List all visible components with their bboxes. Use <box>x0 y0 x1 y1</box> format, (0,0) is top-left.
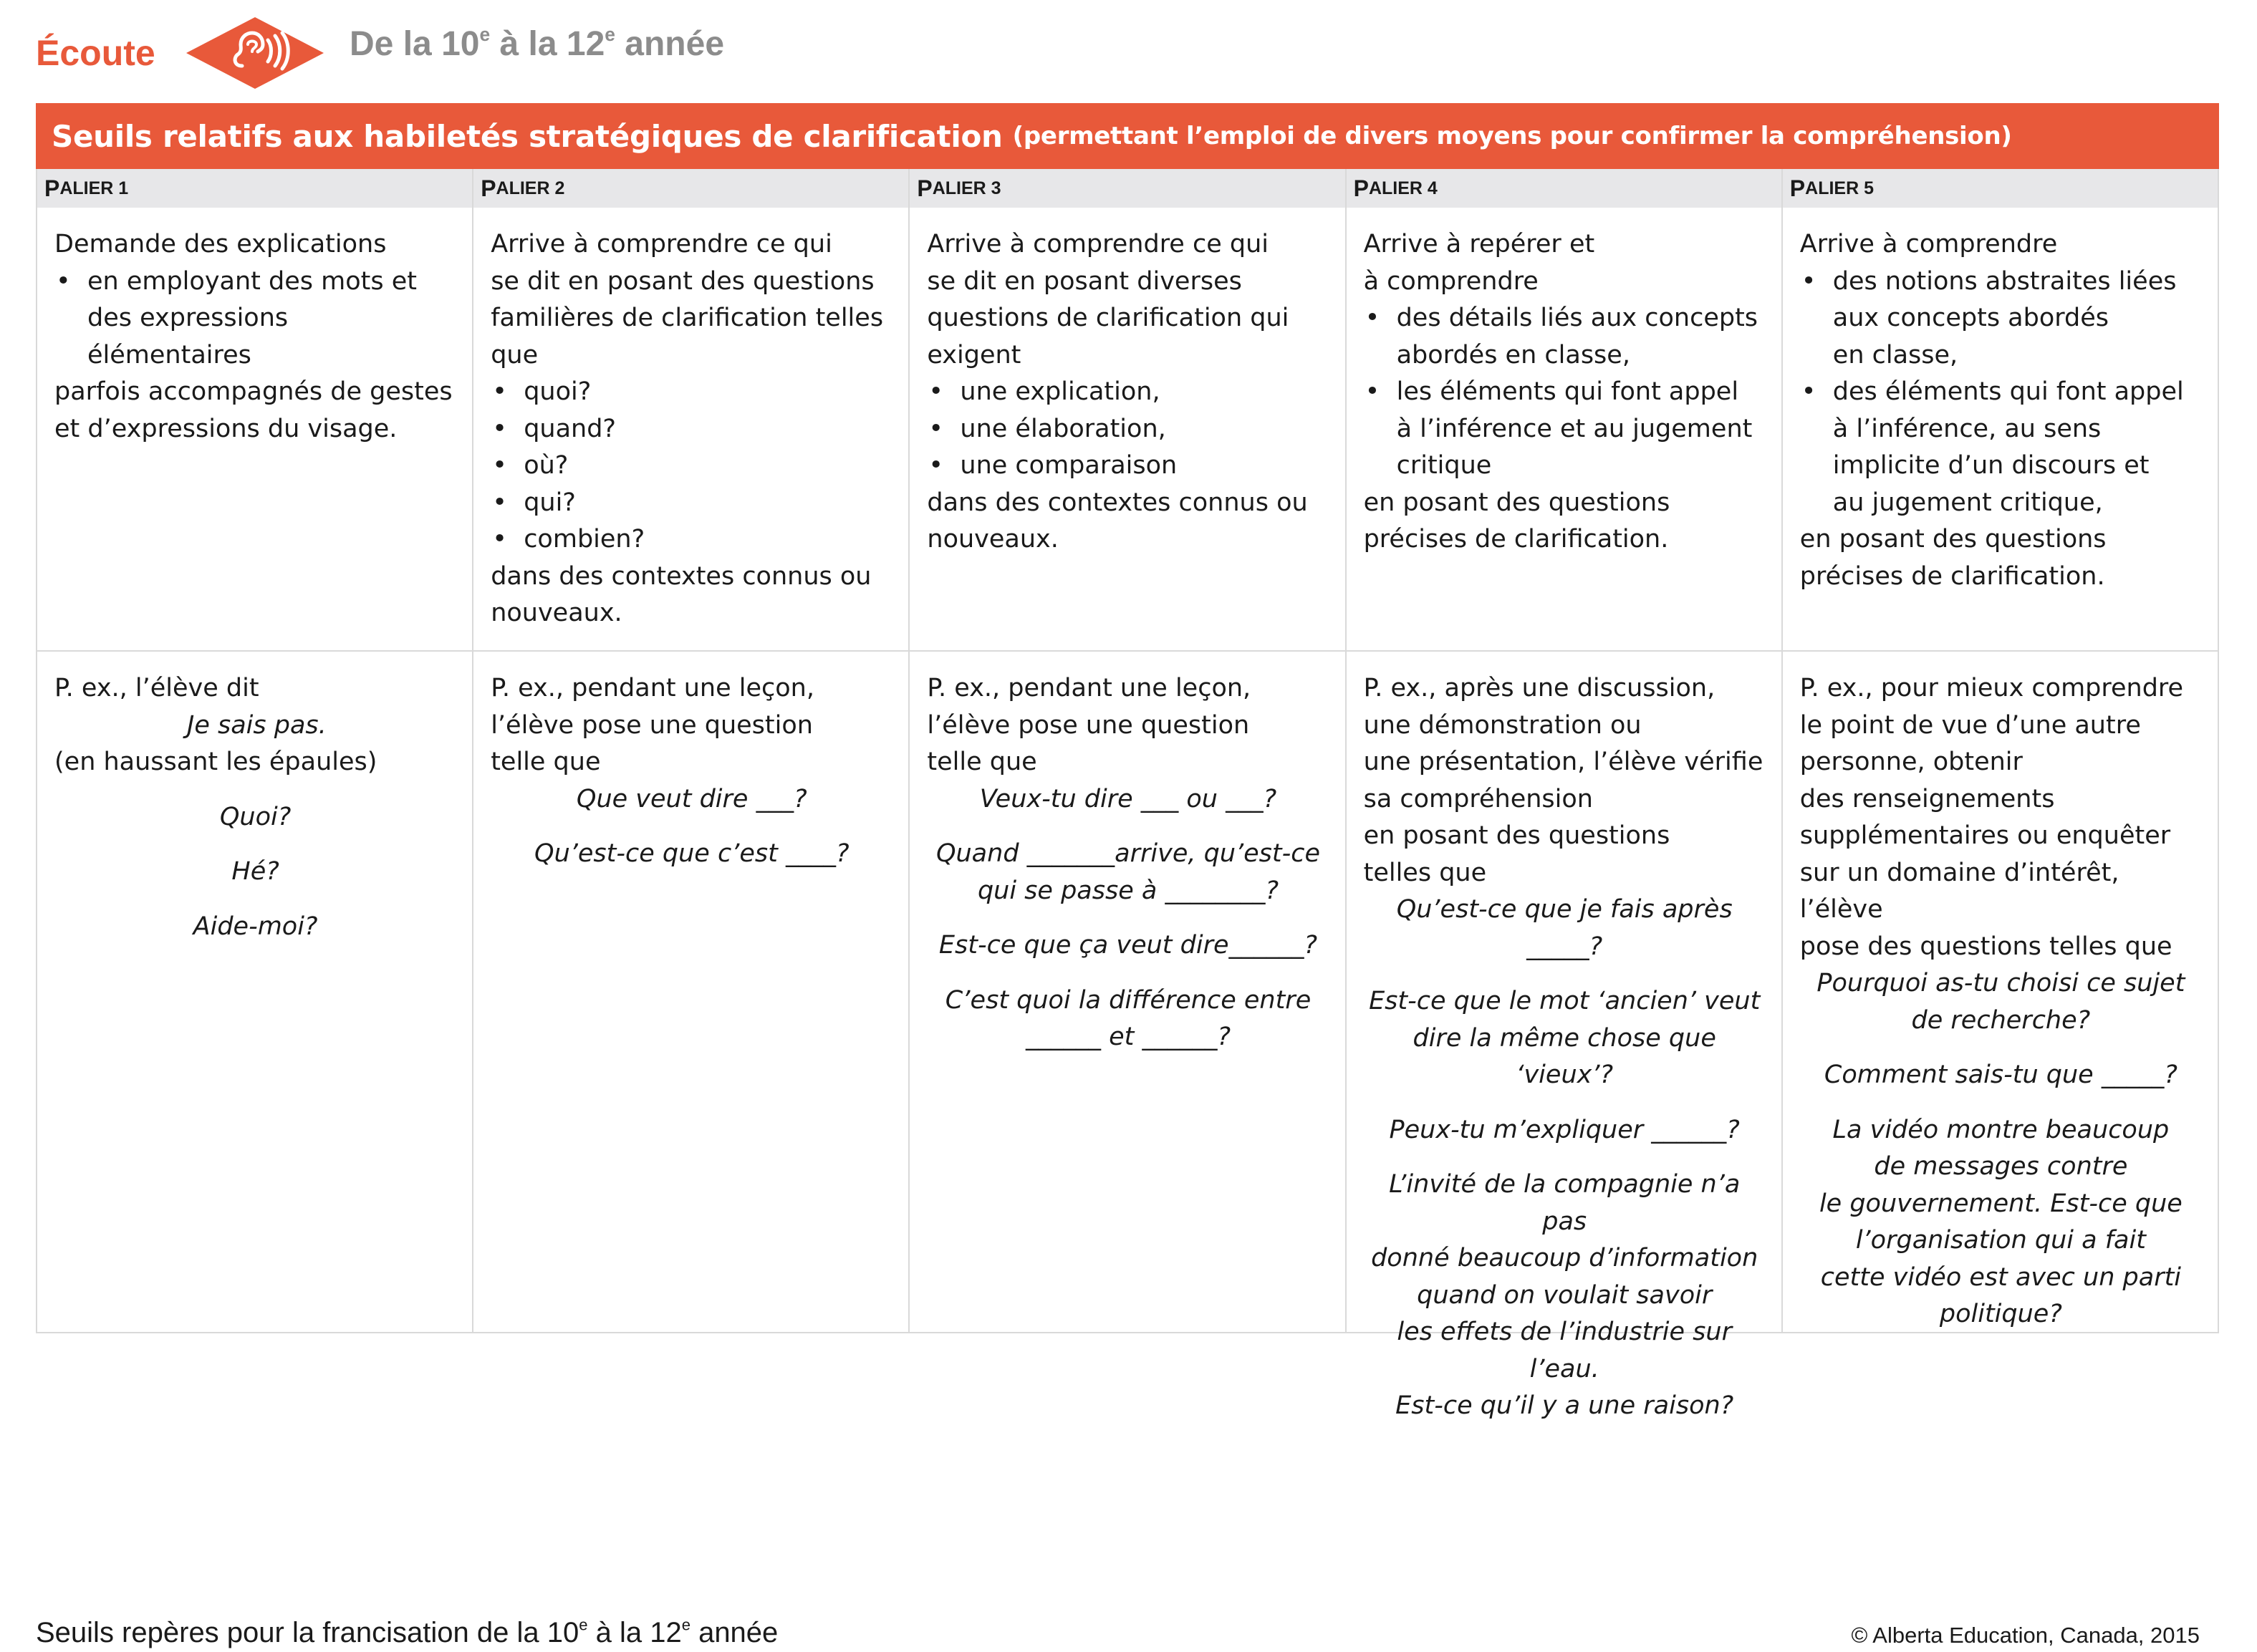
ear-sound-icon <box>176 16 334 90</box>
thresholds-table <box>36 103 2219 1420</box>
table-title: Seuils relatifs aux habiletés stratégiques de clarification <box>52 118 1003 154</box>
header-palier-4: P ALIER 4 <box>1347 169 1783 208</box>
descriptor-cell-5: Arrive à comprendre • des notions abstraites liées aux concepts abordés en classe, • des éléments qui font appel à l’inférence, au sens implicite d’un discours et au jugement critique, en posant des questions précises de clarification. <box>1783 208 2219 652</box>
example-cell-2: P. ex., pendant une leçon, l’élève pose une question telle que Que veut dire ___? Qu’est-ce que c’est ____? <box>473 652 910 1333</box>
table-title-banner <box>36 103 2219 169</box>
example-cell-5: P. ex., pour mieux comprendre le point de vue d’une autre personne, obtenir des renseignements supplémentaires ou enquêter sur un domaine d’intérêt, l’élève pose des questions telles que Pourquoi as-tu choisi ce sujet de recherche? Comment sais-tu que _____? La vidéo montre beaucoup de messages contre le gouvernement. Est-ce que l’organisation qui a fait cette vidéo est avec un parti politique? <box>1783 652 2219 1333</box>
descriptor-row <box>36 208 2219 652</box>
footer-title: Seuils repères pour la francisation de la 10e à la 12e année <box>36 1615 779 1648</box>
descriptor-cell-1: Demande des explications • en employant des mots et des expressions élémentaires parfois accompagnés de gestes et d’expressions du visage. <box>37 208 473 652</box>
example-row <box>36 652 2219 1420</box>
header-palier-5: P ALIER 5 <box>1783 169 2219 208</box>
example-cell-1: P. ex., l’élève dit Je sais pas. (en haussant les épaules) Quoi? Hé? Aide-moi? <box>37 652 473 1333</box>
header-palier-1: P ALIER 1 <box>37 169 473 208</box>
section-title: Écoute <box>36 33 155 73</box>
example-cell-4: P. ex., après une discussion, une démonstration ou une présentation, l’élève vérifie sa compréhension en posant des questions telles que Qu’est-ce que je fais après _____? Est-ce que le mot ‘ancien’ veut dire la même chose que ‘vieux’? Peux-tu m’expliquer ______? L’invité de la compagnie n’a pas donné beaucoup d’information quand on voulait savoir les effets de l’industrie sur l’eau. Est-ce qu’il y a une raison? <box>1347 652 1783 1333</box>
footer-copyright: © Alberta Education, Canada, 2015 <box>1851 1623 2200 1648</box>
page-header <box>36 16 155 90</box>
column-headers <box>36 169 2219 208</box>
header-palier-3: P ALIER 3 <box>910 169 1346 208</box>
descriptor-cell-3: Arrive à comprendre ce qui se dit en posant diverses questions de clarification qui exigent • une explication, • une élaboration, • une comparaison dans des contextes connus ou nouveaux. <box>910 208 1346 652</box>
grade-range: De la 10e à la 12e année <box>350 24 725 63</box>
example-cell-3: P. ex., pendant une leçon, l’élève pose une question telle que Veux-tu dire ___ ou ___? Quand _______arrive, qu’est-ce qui se passe à ________? Est-ce que ça veut dire______? C’est quoi la différence entre ______ et ______? <box>910 652 1346 1333</box>
header-palier-2: P ALIER 2 <box>473 169 910 208</box>
table-subtitle: (permettant l’emploi de divers moyens pour confirmer la compréhension) <box>1012 122 2012 150</box>
descriptor-cell-4: Arrive à repérer et à comprendre • des détails liés aux concepts abordés en classe, • les éléments qui font appel à l’inférence et au jugement critique en posant des questions précises de clarification. <box>1347 208 1783 652</box>
descriptor-cell-2: Arrive à comprendre ce qui se dit en posant des questions familières de clarification telles que • quoi? • quand? • où? • qui? • combien? dans des contextes connus ou nouveaux. <box>473 208 910 652</box>
